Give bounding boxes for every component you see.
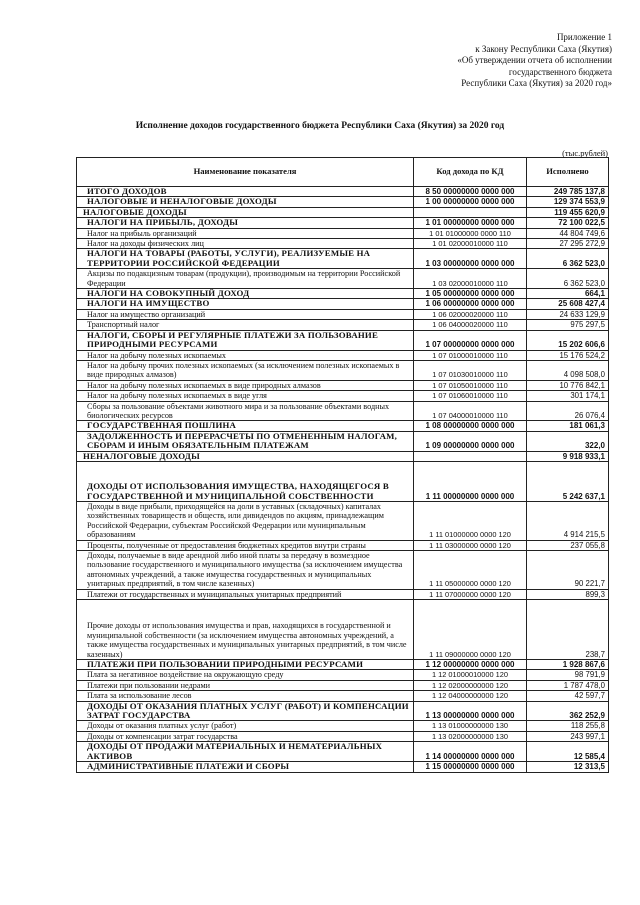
- row-code: 1 12 04000000000 120: [414, 691, 527, 701]
- row-code: 1 06 04000020000 110: [414, 320, 527, 330]
- row-name: Транспортный налог: [77, 320, 414, 330]
- row-value: 4 914 215,5: [527, 501, 609, 540]
- row-name: НАЛОГИ НА ПРИБЫЛЬ, ДОХОДЫ: [77, 218, 414, 228]
- row-name: Платежи от государственных и муниципальных унитарных предприятий: [77, 589, 414, 599]
- table-row: [77, 401, 609, 421]
- table-row: [77, 309, 609, 319]
- row-name: Плата за использование лесов: [77, 691, 414, 701]
- row-name: ГОСУДАРСТВЕННАЯ ПОШЛИНА: [77, 421, 414, 431]
- table-row: [77, 330, 609, 350]
- row-code: 1 12 01000010000 120: [414, 670, 527, 680]
- table-row: [77, 207, 609, 217]
- table-row: [77, 197, 609, 207]
- table-row: [77, 380, 609, 390]
- row-value: 12 313,5: [527, 762, 609, 772]
- row-name: Налог на добычу полезных ископаемых в виде угля: [77, 391, 414, 401]
- row-code: 1 13 01000000000 130: [414, 721, 527, 731]
- row-code: 1 07 01060010000 110: [414, 391, 527, 401]
- row-name: ИТОГО ДОХОДОВ: [77, 187, 414, 197]
- row-name: НАЛОГИ, СБОРЫ И РЕГУЛЯРНЫЕ ПЛАТЕЖИ ЗА ПОЛЬЗОВАНИЕ ПРИРОДНЫМИ РЕСУРСАМИ: [77, 330, 414, 350]
- table-row: [77, 187, 609, 197]
- row-value: 6 362 523,0: [527, 249, 609, 269]
- row-name: Доходы от компенсации затрат государства: [77, 731, 414, 741]
- table-row: [77, 228, 609, 238]
- row-code: 1 11 05000000 0000 120: [414, 551, 527, 590]
- row-value: 249 785 137,8: [527, 187, 609, 197]
- row-code: 1 13 00000000 0000 000: [414, 701, 527, 721]
- row-code: 1 11 01000000 0000 120: [414, 501, 527, 540]
- row-code: 1 11 09000000 0000 120: [414, 600, 527, 660]
- row-value: 15 202 606,6: [527, 330, 609, 350]
- row-name: Налог на добычу полезных ископаемых: [77, 350, 414, 360]
- row-value: 129 374 553,9: [527, 197, 609, 207]
- row-name: Сборы за пользование объектами животного мира и за пользование объектами водных биологических ресурсов: [77, 401, 414, 421]
- row-value: 5 242 637,1: [527, 461, 609, 501]
- row-value: 26 076,4: [527, 401, 609, 421]
- table-row: [77, 762, 609, 772]
- row-value: 12 585,4: [527, 742, 609, 762]
- row-name: ЗАДОЛЖЕННОСТЬ И ПЕРЕРАСЧЕТЫ ПО ОТМЕНЕННЫМ НАЛОГАМ, СБОРАМ И ИНЫМ ОБЯЗАТЕЛЬНЫМ ПЛАТЕЖАМ: [77, 431, 414, 451]
- table-row: [77, 670, 609, 680]
- row-name: Проценты, полученные от предоставления бюджетных кредитов внутри страны: [77, 540, 414, 550]
- row-value: 98 791,9: [527, 670, 609, 680]
- row-name: НАЛОГОВЫЕ И НЕНАЛОГОВЫЕ ДОХОДЫ: [77, 197, 414, 207]
- table-row: [77, 461, 609, 501]
- table-row: [77, 501, 609, 540]
- row-code: 1 14 00000000 0000 000: [414, 742, 527, 762]
- row-name: НАЛОГИ НА ТОВАРЫ (РАБОТЫ, УСЛУГИ), РЕАЛИЗУЕМЫЕ НА ТЕРРИТОРИИ РОССИЙСКОЙ ФЕДЕРАЦИИ: [77, 249, 414, 269]
- row-name: ПЛАТЕЖИ ПРИ ПОЛЬЗОВАНИИ ПРИРОДНЫМИ РЕСУРСАМИ: [77, 660, 414, 670]
- table-row: [77, 742, 609, 762]
- row-value: 243 997,1: [527, 731, 609, 741]
- row-code: 1 05 00000000 0000 000: [414, 289, 527, 299]
- row-name: Платежи при пользовании недрами: [77, 680, 414, 690]
- row-code: 1 07 04000010000 110: [414, 401, 527, 421]
- appendix-line: «Об утверждении отчета об исполнении: [457, 55, 612, 65]
- row-value: 42 597,7: [527, 691, 609, 701]
- row-code: 1 11 07000000 0000 120: [414, 589, 527, 599]
- table-row: [77, 660, 609, 670]
- row-code: 1 01 01000000 0000 110: [414, 228, 527, 238]
- row-code: 1 07 01050010000 110: [414, 380, 527, 390]
- table-row: [77, 451, 609, 461]
- table-row: [77, 320, 609, 330]
- table-row: [77, 391, 609, 401]
- table-row: [77, 289, 609, 299]
- row-code: 1 06 00000000 0000 000: [414, 299, 527, 309]
- appendix-line: государственного бюджета: [508, 66, 612, 77]
- row-code: 1 00 00000000 0000 000: [414, 197, 527, 207]
- row-name: Налог на добычу полезных ископаемых в виде природных алмазов: [77, 380, 414, 390]
- row-code: 1 12 00000000 0000 000: [414, 660, 527, 670]
- table-row: [77, 350, 609, 360]
- row-name: НЕНАЛОГОВЫЕ ДОХОДЫ: [77, 451, 414, 461]
- header-name: Наименование показателя: [77, 158, 414, 187]
- row-name: ДОХОДЫ ОТ ОКАЗАНИЯ ПЛАТНЫХ УСЛУГ (РАБОТ) И КОМПЕНСАЦИИ ЗАТРАТ ГОСУДАРСТВА: [77, 701, 414, 721]
- table-row: [77, 218, 609, 228]
- row-value: 322,0: [527, 431, 609, 451]
- row-code: 1 11 00000000 0000 000: [414, 461, 527, 501]
- row-code: [414, 451, 527, 461]
- row-value: 181 061,3: [527, 421, 609, 431]
- row-name: Налог на доходы физических лиц: [77, 239, 414, 249]
- table-row: [77, 249, 609, 269]
- row-value: 237 055,8: [527, 540, 609, 550]
- row-name: Налог на добычу прочих полезных ископаемых (за исключением полезных ископаемых в виде природных алмазов): [77, 360, 414, 380]
- row-value: 301 174,1: [527, 391, 609, 401]
- row-code: 1 13 02000000000 130: [414, 731, 527, 741]
- row-name: ДОХОДЫ ОТ ИСПОЛЬЗОВАНИЯ ИМУЩЕСТВА, НАХОДЯЩЕГОСЯ В ГОСУДАРСТВЕННОЙ И МУНИЦИПАЛЬНОЙ СОБСТВЕННОСТИ: [77, 461, 414, 501]
- row-value: 10 776 842,1: [527, 380, 609, 390]
- row-name: НАЛОГОВЫЕ ДОХОДЫ: [77, 207, 414, 217]
- appendix-line: к Закону Республики Саха (Якутия): [475, 43, 612, 54]
- table-row: [77, 721, 609, 731]
- row-name: Доходы в виде прибыли, приходящейся на доли в уставных (складочных) капиталах хозяйственных товариществ и обществ, или дивидендов по акциям, принадлежащим Российской Федерации, субъектам Российской Федерации или муниципальным образованиям: [77, 501, 414, 540]
- row-code: 1 15 00000000 0000 000: [414, 762, 527, 772]
- row-code: 1 07 00000000 0000 000: [414, 330, 527, 350]
- row-code: 8 50 00000000 0000 000: [414, 187, 527, 197]
- table-row: [77, 269, 609, 289]
- row-code: [414, 207, 527, 217]
- row-name: НАЛОГИ НА ИМУЩЕСТВО: [77, 299, 414, 309]
- row-value: 44 804 749,6: [527, 228, 609, 238]
- row-code: 1 11 03000000 0000 120: [414, 540, 527, 550]
- header-value: Исполнено: [527, 158, 609, 187]
- row-code: 1 03 02000010000 110: [414, 269, 527, 289]
- row-value: 238,7: [527, 600, 609, 660]
- row-value: 362 252,9: [527, 701, 609, 721]
- row-name: НАЛОГИ НА СОВОКУПНЫЙ ДОХОД: [77, 289, 414, 299]
- appendix-line: Республики Саха (Якутия) за 2020 год»: [461, 78, 612, 88]
- table-row: [77, 691, 609, 701]
- appendix-note: [457, 32, 612, 90]
- row-value: 24 633 129,9: [527, 309, 609, 319]
- table-row: [77, 431, 609, 451]
- table-row: [77, 680, 609, 690]
- table-row: [77, 600, 609, 660]
- table-row: [77, 360, 609, 380]
- row-code: 1 03 00000000 0000 000: [414, 249, 527, 269]
- row-value: 118 255,8: [527, 721, 609, 731]
- row-value: 6 362 523,0: [527, 269, 609, 289]
- row-code: 1 01 00000000 0000 000: [414, 218, 527, 228]
- row-value: 975 297,5: [527, 320, 609, 330]
- row-value: 15 176 524,2: [527, 350, 609, 360]
- row-value: 899,3: [527, 589, 609, 599]
- row-code: 1 01 02000010000 110: [414, 239, 527, 249]
- table-row: [77, 239, 609, 249]
- table-row: [77, 299, 609, 309]
- revenue-table: [76, 157, 609, 773]
- table-row: [77, 701, 609, 721]
- row-code: 1 12 02000000000 120: [414, 680, 527, 690]
- header-code: Код дохода по КД: [414, 158, 527, 187]
- row-code: 1 06 02000020000 110: [414, 309, 527, 319]
- row-name: Доходы, получаемые в виде арендной либо иной платы за передачу в возмездное пользование государственного и муниципального имущества (за исключением имущества автономных учреждений, а также имущества государственных и муниципальных унитарных предприятий, в том числе казенных): [77, 551, 414, 590]
- row-code: 1 07 01030010000 110: [414, 360, 527, 380]
- row-name: АДМИНИСТРАТИВНЫЕ ПЛАТЕЖИ И СБОРЫ: [77, 762, 414, 772]
- row-value: 72 100 022,5: [527, 218, 609, 228]
- row-value: 4 098 508,0: [527, 360, 609, 380]
- row-code: 1 07 01000010000 110: [414, 350, 527, 360]
- row-value: 9 918 933,1: [527, 451, 609, 461]
- table-row: [77, 540, 609, 550]
- table-row: [77, 421, 609, 431]
- row-value: 1 928 867,6: [527, 660, 609, 670]
- appendix-line: Приложение 1: [556, 32, 612, 42]
- row-name: Плата за негативное воздействие на окружающую среду: [77, 670, 414, 680]
- row-name: Прочие доходы от использования имущества и прав, находящихся в государственной и муниципальной собственности (за исключением имущества автономных учреждений, а также имущества государственных и муниципальных унитарных предприятий, в том числе казенных): [77, 600, 414, 660]
- table-row: [77, 589, 609, 599]
- row-value: 664,1: [527, 289, 609, 299]
- row-value: 27 295 272,9: [527, 239, 609, 249]
- table-body: [77, 187, 609, 773]
- row-code: 1 08 00000000 0000 000: [414, 421, 527, 431]
- table-header-row: [77, 158, 609, 187]
- table-row: [77, 731, 609, 741]
- row-name: Налог на имущество организаций: [77, 309, 414, 319]
- row-name: Налог на прибыль организаций: [77, 228, 414, 238]
- row-name: ДОХОДЫ ОТ ПРОДАЖИ МАТЕРИАЛЬНЫХ И НЕМАТЕРИАЛЬНЫХ АКТИВОВ: [77, 742, 414, 762]
- row-value: 25 608 427,4: [527, 299, 609, 309]
- row-value: 1 787 478,0: [527, 680, 609, 690]
- units-label: (тыс.рублей): [562, 148, 608, 158]
- document-title: Исполнение доходов государственного бюджета Республики Саха (Якутия) за 2020 год: [135, 121, 505, 131]
- table-row: [77, 551, 609, 590]
- row-code: 1 09 00000000 0000 000: [414, 431, 527, 451]
- row-name: Акцизы по подакцизным товарам (продукции), производимым на территории Российской Федерации: [77, 269, 414, 289]
- row-name: Доходы от оказания платных услуг (работ): [77, 721, 414, 731]
- row-value: 90 221,7: [527, 551, 609, 590]
- row-value: 119 455 620,9: [527, 207, 609, 217]
